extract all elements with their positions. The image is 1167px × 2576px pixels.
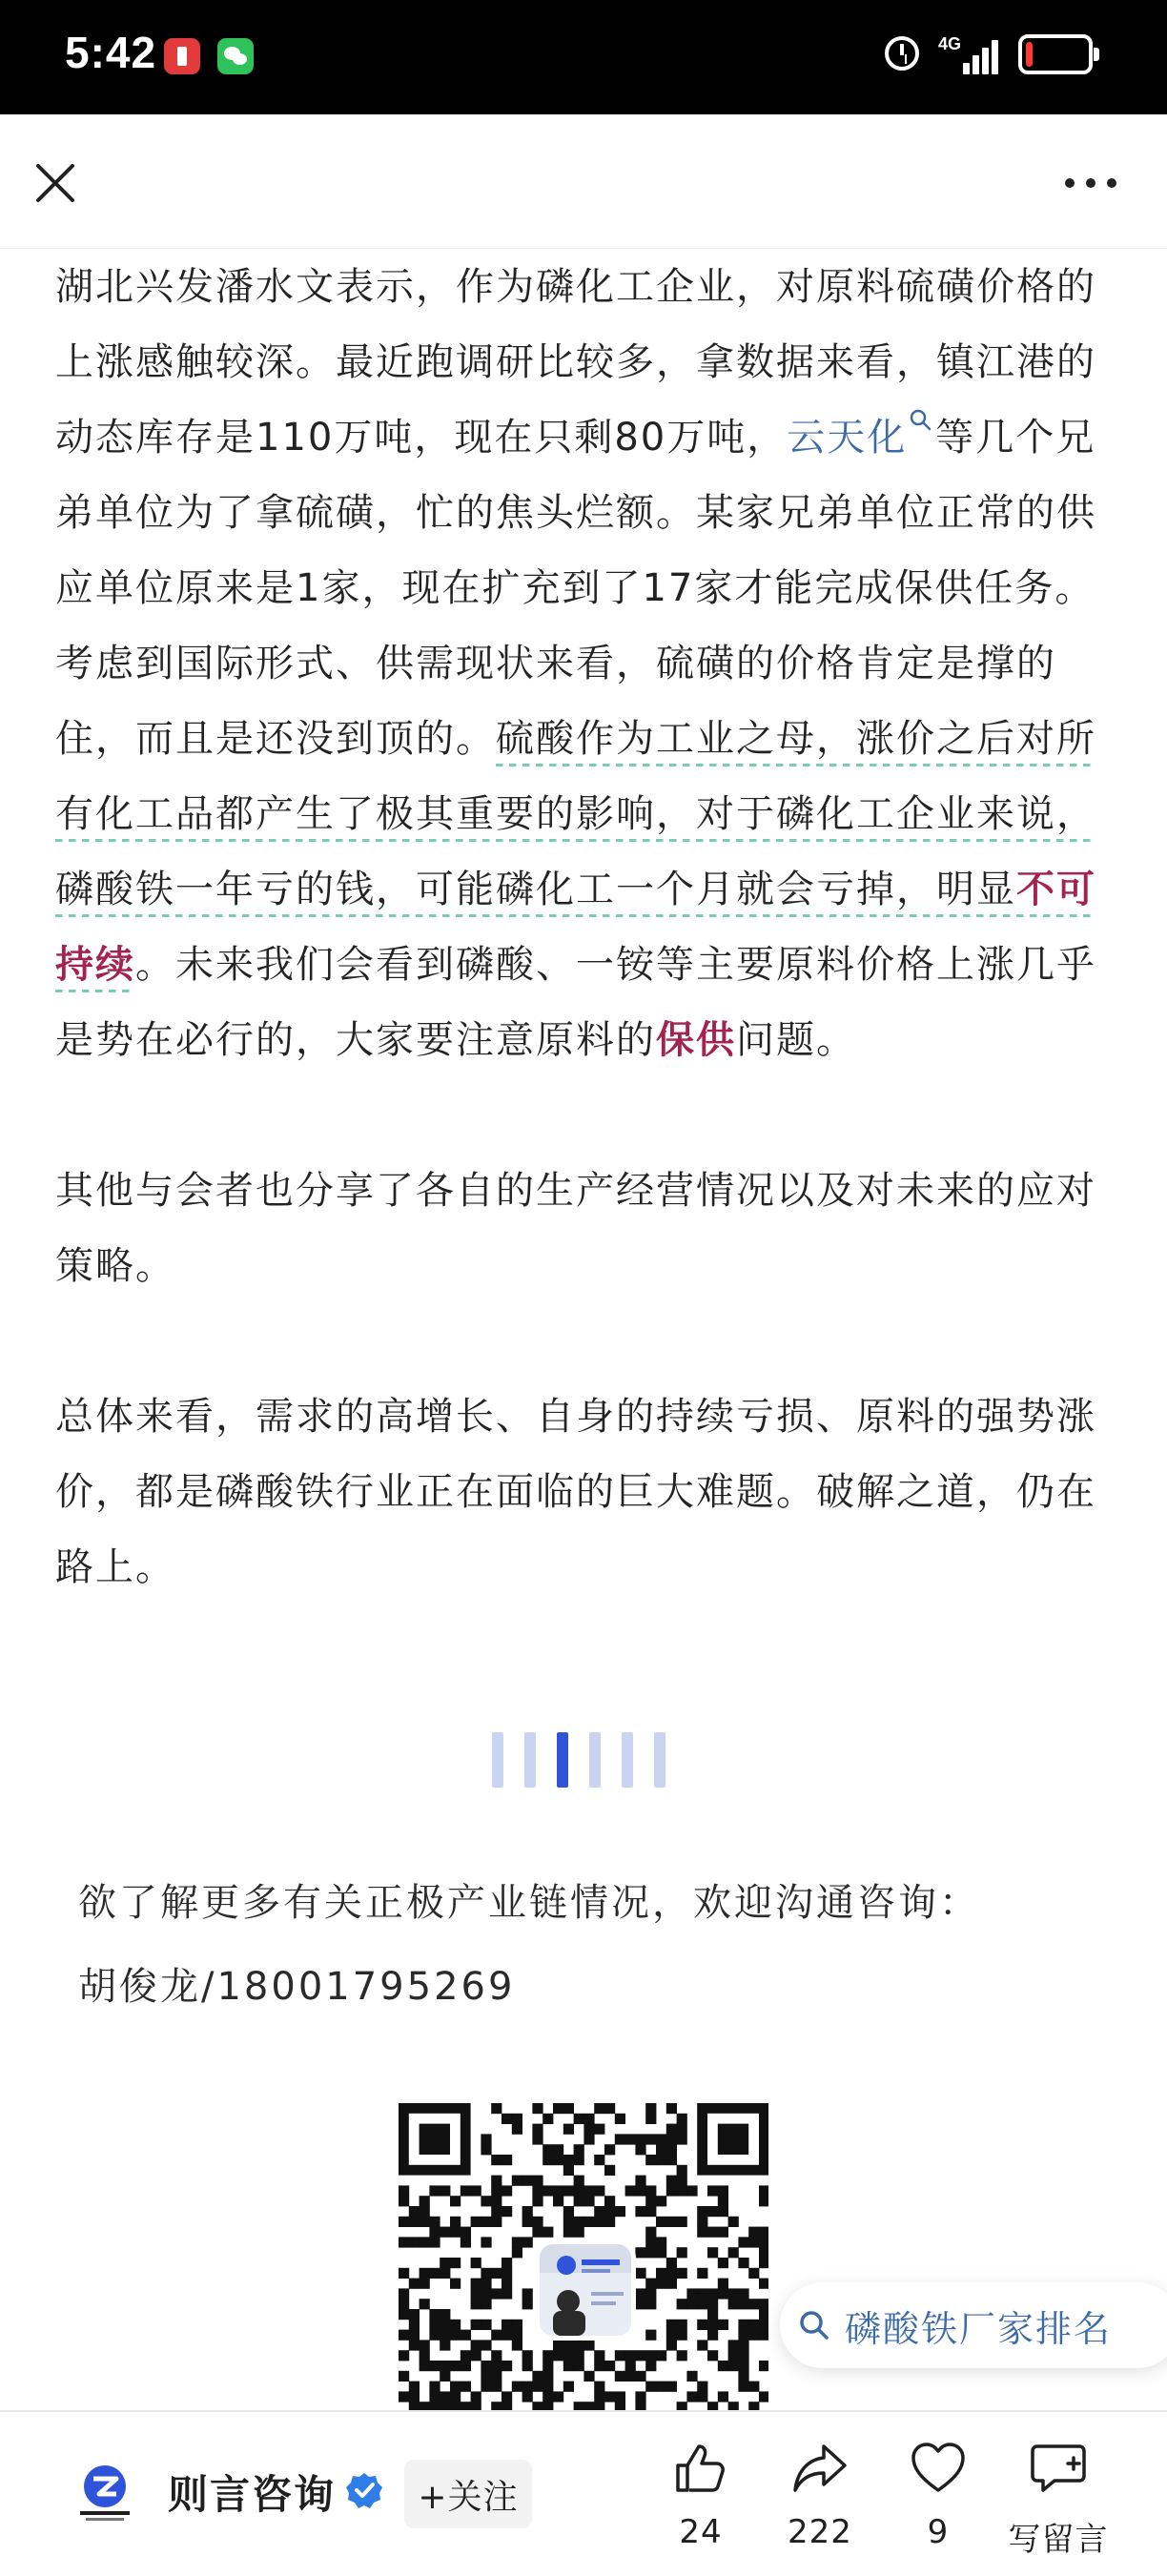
more-icon[interactable]	[1060, 166, 1121, 200]
heart-icon	[910, 2441, 967, 2496]
paragraph-gap	[55, 1078, 1114, 1154]
search-suggestion-label: 磷酸铁厂家排名	[845, 2307, 1113, 2350]
follow-button[interactable]: +关注	[404, 2460, 532, 2528]
contact-line: 欲了解更多有关正极产业链情况，欢迎沟通咨询：	[78, 1881, 980, 1925]
account-logo[interactable]	[76, 2462, 133, 2523]
notification-app-icon	[164, 38, 200, 74]
keyword-supply-guarantee: 保供	[656, 1018, 736, 1062]
qr-code[interactable]	[399, 2103, 768, 2410]
like-count: 24	[679, 2513, 723, 2551]
decorative-divider	[492, 1732, 675, 1788]
search-icon	[907, 406, 935, 435]
top-nav	[0, 114, 1167, 249]
status-bar	[0, 0, 1167, 114]
comment-icon	[1030, 2441, 1087, 2496]
battery-icon	[1018, 34, 1093, 74]
contact-phone: 胡俊龙/18001795269	[78, 1965, 516, 2009]
keyword-unsustainable: 不可持续	[55, 868, 1096, 987]
article-body	[55, 250, 1114, 1605]
article-paragraph: 其他与会者也分享了各自的生产经营情况以及对未来的应对策略。	[55, 1169, 1096, 1288]
bottom-bar	[0, 2410, 1167, 2576]
favorite-button[interactable]	[871, 2441, 1005, 2565]
keyword-link-yuntianhua[interactable]	[787, 416, 935, 460]
wechat-icon	[217, 38, 254, 74]
thumbs-up-icon	[672, 2441, 729, 2496]
article-text: 等几个兄弟单位为了拿硫磺，忙的焦头烂额。某家兄弟单位正常的供应单位原来是1家，现在扩充到了17家才能完成保供任务。考虑到国际形式、供需现状来看，硫磺的价格肯定是撑的住，而且是还没到顶的。	[55, 416, 1096, 761]
status-time: 5:42	[65, 28, 157, 77]
battery-level	[1026, 42, 1033, 67]
share-arrow-icon	[791, 2441, 849, 2496]
article-text: 。未来我们会看到磷酸、一铵等主要原料价格上涨几乎是势在必行的，大家要注意原料的	[55, 943, 1096, 1062]
signal-icon	[963, 36, 1005, 74]
article-paragraph	[55, 250, 1114, 1078]
comment-button[interactable]	[992, 2441, 1125, 2565]
article-text: 问题。	[736, 1018, 856, 1062]
keyword-link-label[interactable]: 云天化	[787, 416, 908, 460]
verified-badge-icon	[345, 2471, 383, 2509]
highlight-text: 硫酸作为工业之母，涨价之后对所有化工品都产生了极其重要的影响，对于磷化工企业来说，磷酸铁一年亏的钱，可能磷化工一个月就会亏掉，明显	[55, 717, 1096, 911]
article-paragraph: 总体来看，需求的高增长、自身的持续亏损、原料的强势涨价，都是磷酸铁行业正在面临的巨大难题。破解之道，仍在路上。	[55, 1395, 1096, 1589]
like-button[interactable]	[634, 2441, 768, 2565]
search-icon	[795, 2306, 833, 2344]
share-button[interactable]	[753, 2441, 887, 2565]
network-label: 4G	[938, 34, 962, 53]
qr-center-logo	[540, 2244, 631, 2336]
paragraph-gap	[55, 1304, 1114, 1380]
contact-block	[78, 1861, 1089, 2029]
favorite-count: 9	[927, 2513, 950, 2551]
account-name[interactable]: 则言咨询	[168, 2471, 337, 2518]
share-count: 222	[788, 2513, 852, 2551]
comment-label: 写留言	[1008, 2521, 1109, 2559]
search-suggestion[interactable]	[780, 2282, 1167, 2368]
alarm-icon	[885, 36, 919, 71]
close-icon[interactable]	[32, 160, 78, 206]
article-text: 湖北兴发潘水文表示，作为磷化工企业，对原料硫磺价格的上涨感触较深。最近跑调研比较多，拿数据来看，镇江港的动态库存是110万吨，现在只剩80万吨，	[55, 265, 1096, 460]
